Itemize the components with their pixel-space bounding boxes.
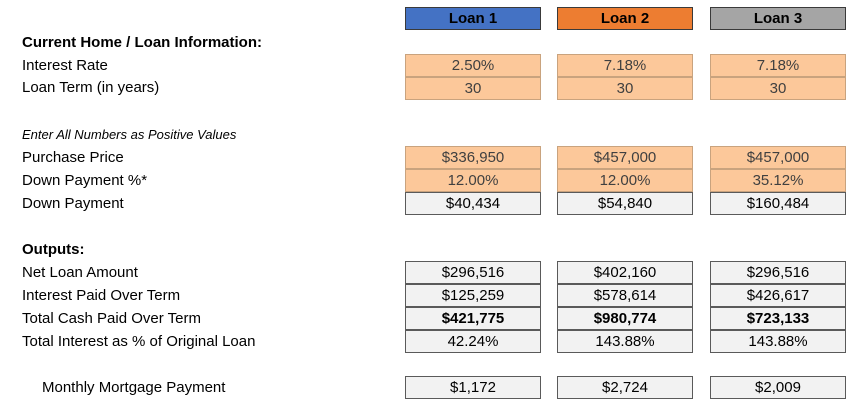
label-total-cash: Total Cash Paid Over Term xyxy=(22,310,201,327)
interest-pct-loan-1: 42.24% xyxy=(405,330,541,353)
down-payment-loan-2: $54,840 xyxy=(557,192,693,215)
label-down-payment: Down Payment xyxy=(22,195,124,212)
total-cash-loan-1: $421,775 xyxy=(405,307,541,330)
total-cash-loan-3: $723,133 xyxy=(710,307,846,330)
label-interest-paid: Interest Paid Over Term xyxy=(22,287,181,304)
label-monthly-payment: Monthly Mortgage Payment xyxy=(42,379,226,396)
down-payment-pct-loan-1[interactable]: 12.00% xyxy=(405,169,541,192)
interest-pct-loan-3: 143.88% xyxy=(710,330,846,353)
down-payment-loan-3: $160,484 xyxy=(710,192,846,215)
label-loan-term: Loan Term (in years) xyxy=(22,79,160,96)
net-loan-loan-1: $296,516 xyxy=(405,261,541,284)
net-loan-loan-2: $402,160 xyxy=(557,261,693,284)
loan-term-loan-2[interactable]: 30 xyxy=(557,77,693,100)
interest-pct-loan-2: 143.88% xyxy=(557,330,693,353)
interest-rate-loan-3[interactable]: 7.18% xyxy=(710,54,846,77)
loan-term-loan-1[interactable]: 30 xyxy=(405,77,541,100)
net-loan-loan-3: $296,516 xyxy=(710,261,846,284)
down-payment-pct-loan-2[interactable]: 12.00% xyxy=(557,169,693,192)
purchase-price-loan-1[interactable]: $336,950 xyxy=(405,146,541,169)
interest-rate-loan-1[interactable]: 2.50% xyxy=(405,54,541,77)
label-down-payment-pct: Down Payment %* xyxy=(22,172,148,189)
header-loan-3: Loan 3 xyxy=(710,7,846,30)
interest-rate-loan-2[interactable]: 7.18% xyxy=(557,54,693,77)
label-interest-rate: Interest Rate xyxy=(22,57,108,74)
header-loan-1: Loan 1 xyxy=(405,7,541,30)
label-purchase-price: Purchase Price xyxy=(22,149,124,166)
monthly-payment-loan-3: $2,009 xyxy=(710,376,846,399)
label-net-loan: Net Loan Amount xyxy=(22,264,138,281)
section-current-info: Current Home / Loan Information: xyxy=(22,34,262,51)
down-payment-pct-loan-3[interactable]: 35.12% xyxy=(710,169,846,192)
loan-term-loan-3[interactable]: 30 xyxy=(710,77,846,100)
purchase-price-loan-3[interactable]: $457,000 xyxy=(710,146,846,169)
interest-paid-loan-1: $125,259 xyxy=(405,284,541,307)
label-interest-pct: Total Interest as % of Original Loan xyxy=(22,333,256,350)
header-loan-2: Loan 2 xyxy=(557,7,693,30)
interest-paid-loan-3: $426,617 xyxy=(710,284,846,307)
total-cash-loan-2: $980,774 xyxy=(557,307,693,330)
interest-paid-loan-2: $578,614 xyxy=(557,284,693,307)
down-payment-loan-1: $40,434 xyxy=(405,192,541,215)
section-outputs: Outputs: xyxy=(22,241,85,258)
positive-values-note: Enter All Numbers as Positive Values xyxy=(22,127,237,142)
monthly-payment-loan-2: $2,724 xyxy=(557,376,693,399)
monthly-payment-loan-1: $1,172 xyxy=(405,376,541,399)
purchase-price-loan-2[interactable]: $457,000 xyxy=(557,146,693,169)
